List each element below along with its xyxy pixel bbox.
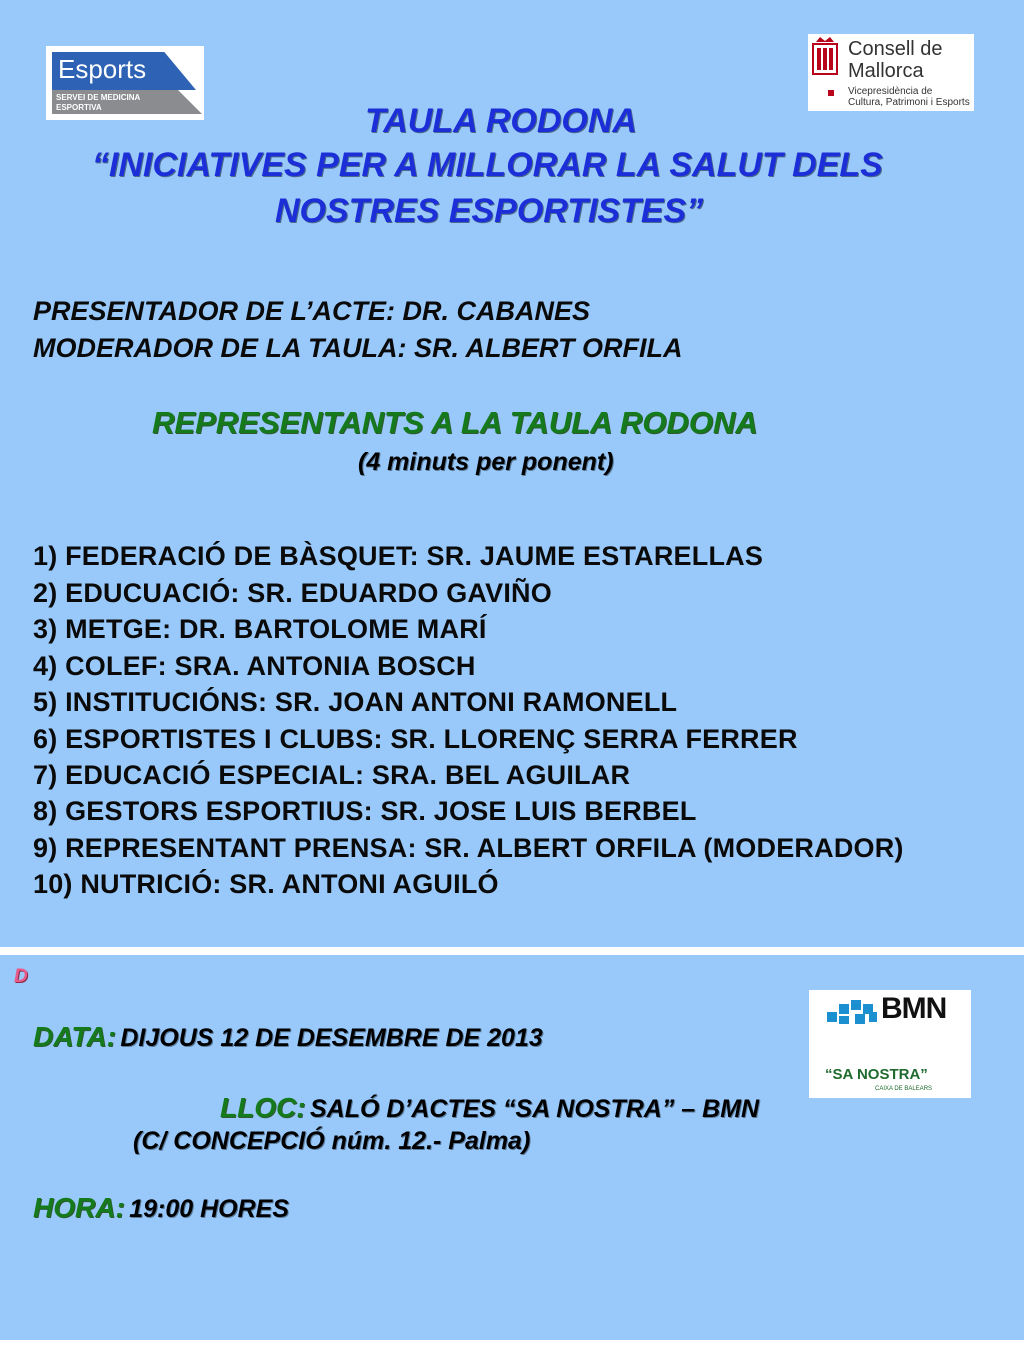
crest-icon (810, 36, 840, 80)
esports-logo (46, 46, 204, 120)
consell-mallorca-logo (808, 34, 974, 111)
representatives-subheading: (4 minuts per ponent) (358, 448, 614, 476)
consell-vice1: Vicepresidència de (848, 86, 933, 97)
consell-line2: Mallorca (848, 60, 924, 82)
list-item: 3) METGE: DR. BARTOLOME MARÍ (33, 614, 487, 644)
time-row (33, 1192, 289, 1224)
esports-logo-sub2: ESPORTIVA (56, 103, 102, 112)
list-item: 9) REPRESENTANT PRENSA: SR. ALBERT ORFILA (MODERADOR) (33, 833, 904, 863)
list-item: 10) NUTRICIÓ: SR. ANTONI AGUILÓ (33, 869, 499, 899)
date-value: DIJOUS 12 DE DESEMBRE DE 2013 (120, 1024, 543, 1052)
list-item: 4) COLEF: SRA. ANTONIA BOSCH (33, 651, 476, 681)
list-item: 6) ESPORTISTES I CLUBS: SR. LLORENÇ SERRA FERRER (33, 724, 798, 754)
title-line2: “INICIATIVES PER A MILLORAR LA SALUT DELS (92, 146, 883, 184)
title-line1: TAULA RODONA (365, 102, 637, 140)
consell-line1: Consell de (848, 38, 943, 60)
place-row (220, 1092, 759, 1124)
esports-logo-sub1: SERVEI DE MEDICINA (56, 93, 141, 102)
esports-logo-word: Esports (58, 54, 147, 84)
time-label: HORA: (33, 1192, 125, 1223)
address-line: (C/ CONCEPCIÓ núm. 12.- Palma) (133, 1127, 531, 1155)
list-item: 2) EDUCUACIÓ: SR. EDUARDO GAVIÑO (33, 578, 552, 608)
place-label: LLOC: (220, 1092, 306, 1123)
presenter-line: PRESENTADOR DE L’ACTE: DR. CABANES (33, 296, 591, 326)
date-row (33, 1021, 543, 1053)
consell-vice2: Cultura, Patrimoni i Esports (848, 97, 970, 108)
caixa-text: CAIXA DE BALEARS (875, 1086, 933, 1092)
bmn-brand: BMN (881, 992, 947, 1025)
list-item: 5) INSTITUCIÓNS: SR. JOAN ANTONI RAMONELL (33, 687, 678, 717)
consell-square-icon (828, 90, 834, 96)
representatives-heading: REPRESENTANTS A LA TAULA RODONA (152, 405, 758, 440)
list-item: 7) EDUCACIÓ ESPECIAL: SRA. BEL AGUILAR (33, 760, 631, 790)
title-line3: NOSTRES ESPORTISTES” (275, 192, 704, 230)
date-label: DATA: (33, 1021, 116, 1052)
bmn-sa-nostra-logo (809, 990, 971, 1098)
section-marker: D (14, 966, 28, 987)
bmn-mark-icon (825, 996, 879, 1026)
sa-nostra-text: “SA NOSTRA” (825, 1066, 928, 1083)
place-value: SALÓ D’ACTES “SA NOSTRA” – BMN (309, 1095, 760, 1123)
time-value: 19:00 HORES (129, 1195, 290, 1223)
list-item: 8) GESTORS ESPORTIUS: SR. JOSE LUIS BERBEL (33, 796, 697, 826)
moderator-line: MODERADOR DE LA TAULA: SR. ALBERT ORFILA (33, 333, 683, 363)
list-item: 1) FEDERACIÓ DE BÀSQUET: SR. JAUME ESTARELLAS (33, 541, 764, 571)
